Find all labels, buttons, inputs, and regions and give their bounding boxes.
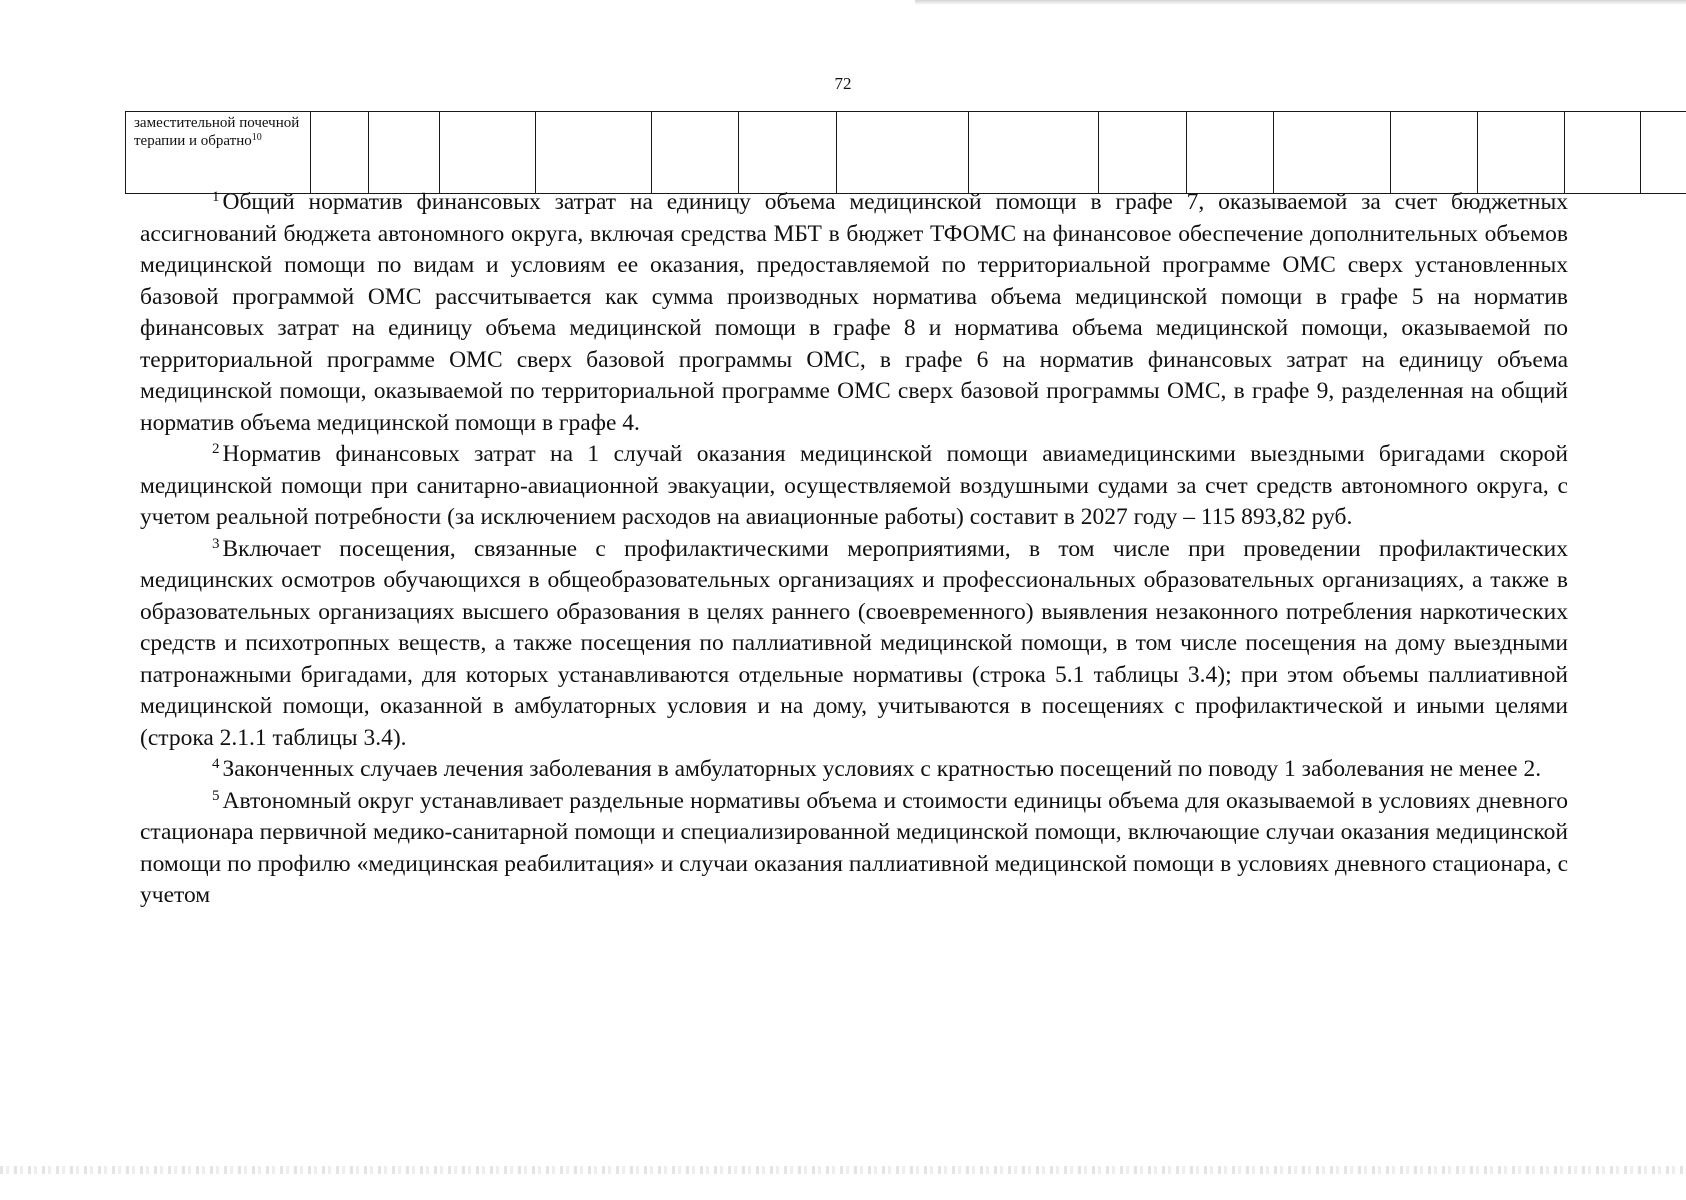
footnote-text: Включает посещения, связанные с профилактическими мероприятиями, в том числе при проведении профилактических медицинских осмотров обучающихся в общеобразовательных организациях и профессиональных образовательных организациях, а также в образовательных организациях высшего образования в целях раннего (своевременного) выявления незаконного потребления наркотических средств и психотропных веществ, а также посещения по паллиативной медицинской помощи, в том числе посещения на дому выездными патронажными бригадами, для которых устанавливаются отдельные нормативы (строка 5.1 таблицы 3.4); при этом объемы паллиативной медицинской помощи, оказанной в амбулаторных условия и на дому, учитываются в посещениях с профилактической и иными целями (строка 2.1.1 таблицы 3.4).	[140, 535, 1568, 751]
table-row-label: заместительной почечной терапии и обратно	[134, 115, 300, 149]
footnote-4	[140, 754, 1568, 786]
footnote-ref: 1	[212, 189, 220, 205]
scan-edge-top	[915, 0, 1686, 5]
footnotes	[140, 187, 1568, 912]
footnote-1	[140, 187, 1568, 439]
footnote-3	[140, 534, 1568, 755]
table-fragment	[125, 111, 1686, 194]
footnote-text: Законченных случаев лечения заболевания в амбулаторных условиях с кратностью посещений по поводу 1 заболевания не менее 2.	[222, 756, 1542, 782]
table-cell	[536, 112, 652, 194]
footnote-ref: 5	[212, 787, 220, 804]
table-cell	[652, 112, 739, 194]
table-cell	[1274, 112, 1391, 194]
footnote-text: Норматив финансовых затрат на 1 случай оказания медицинской помощи авиамедицинскими выездными бригадами скорой медицинской помощи при санитарно-авиационной эвакуации, осуществляемой воздушными судами за счет средств автономного округа, с учетом реальной потребности (за исключением расходов на авиационные работы) составит в 2027 году – 115 893,82 руб.	[140, 441, 1568, 530]
table-cell	[1099, 112, 1187, 194]
table-cell	[1187, 112, 1274, 194]
table-cell	[837, 112, 969, 194]
footnote-text: Общий норматив финансовых затрат на единицу объема медицинской помощи в графе 7, оказываемой за счет бюджетных ассигнований бюджета автономного округа, включая средства МБТ в бюджет ТФОМС на финансовое обеспечение дополнительных объемов медицинской помощи по видам и условиям ее оказания, предоставляемой по территориальной программе ОМС сверх установленных базовой программой ОМС рассчитывается как сумма производных норматива объема медицинской помощи в графе 5 на норматив финансовых затрат на единицу объема медицинской помощи в графе 8 и норматива объема медицинской помощи, оказываемой по территориальной программе ОМС сверх базовой программы ОМС, в графе 6 на норматив финансовых затрат на единицу объема медицинской помощи, оказываемой по территориальной программе ОМС сверх базовой программы ОМС, в графе 9, разделенная на общий норматив объема медицинской помощи в графе 4.	[140, 189, 1568, 436]
table-cell	[739, 112, 837, 194]
scan-edge-bottom	[0, 1166, 1686, 1174]
footnote-2	[140, 439, 1568, 534]
table-cell	[969, 112, 1099, 194]
table-cell	[311, 112, 369, 194]
footnote-ref: 3	[212, 535, 220, 552]
table-cell	[369, 112, 440, 194]
table-row	[126, 112, 1686, 194]
table-row-label-ref: 10	[251, 132, 262, 143]
table-cell	[1478, 112, 1565, 194]
footnote-ref: 4	[212, 756, 220, 772]
table-cell	[1391, 112, 1478, 194]
footnote-5	[140, 786, 1568, 912]
table-cell	[440, 112, 536, 194]
table-row-label-cell	[126, 112, 311, 194]
table-cell	[1641, 112, 1686, 194]
footnote-text: Автономный округ устанавливает раздельные нормативы объема и стоимости единицы объема для оказываемой в условиях дневного стационара первичной медико-санитарной помощи и специализированной медицинской помощи, включающие случаи оказания медицинской помощи по профилю «медицинская реабилитация» и случаи оказания паллиативной медицинской помощи в условиях дневного стационара, с учетом	[140, 787, 1568, 908]
page-number: 72	[834, 74, 852, 93]
footnote-ref: 2	[212, 441, 220, 457]
table-cell	[1565, 112, 1641, 194]
